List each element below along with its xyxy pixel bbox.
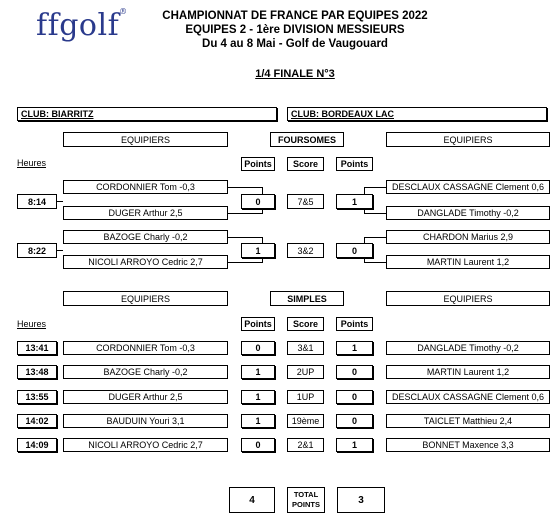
simple-right-player: BONNET Maxence 3,3 bbox=[386, 438, 550, 452]
simple-time: 14:09 bbox=[17, 438, 57, 452]
bracket-line bbox=[262, 258, 263, 263]
points-label: POINTS bbox=[292, 500, 320, 509]
foursome-left-player: NICOLI ARROYO Cedric 2,7 bbox=[63, 255, 228, 269]
score-header: Score bbox=[287, 317, 324, 331]
simple-left-player: DUGER Arthur 2,5 bbox=[63, 390, 228, 404]
bracket-line bbox=[262, 209, 263, 214]
foursome-left-points: 0 bbox=[241, 194, 275, 209]
simple-score: 19ème bbox=[287, 414, 324, 428]
simple-right-points: 1 bbox=[336, 438, 373, 452]
bracket-line bbox=[228, 187, 263, 188]
equipiers-right-header: EQUIPIERS bbox=[386, 132, 550, 147]
bracket-line bbox=[364, 187, 365, 194]
equipiers-left-header: EQUIPIERS bbox=[63, 291, 228, 306]
simple-left-points: 1 bbox=[241, 414, 275, 428]
simple-left-player: NICOLI ARROYO Cedric 2,7 bbox=[63, 438, 228, 452]
points-left-header: Points bbox=[241, 317, 275, 331]
simple-left-points: 0 bbox=[241, 341, 275, 355]
simple-time: 13:48 bbox=[17, 365, 57, 379]
simple-left-player: BAZOGE Charly -0,2 bbox=[63, 365, 228, 379]
simple-left-player: CORDONNIER Tom -0,3 bbox=[63, 341, 228, 355]
club-left: CLUB: BIARRITZ bbox=[17, 107, 277, 121]
simples-header: SIMPLES bbox=[270, 291, 344, 306]
total-left: 4 bbox=[229, 487, 275, 513]
simple-right-points: 1 bbox=[336, 341, 373, 355]
club-right: CLUB: BORDEAUX LAC bbox=[287, 107, 547, 121]
simple-right-player: TAICLET Matthieu 2,4 bbox=[386, 414, 550, 428]
total-label: TOTAL bbox=[293, 490, 319, 499]
bracket-line bbox=[364, 258, 365, 263]
foursomes-header: FOURSOMES bbox=[270, 132, 344, 147]
equipiers-right-header: EQUIPIERS bbox=[386, 291, 550, 306]
bracket-line bbox=[364, 237, 386, 238]
simple-left-player: BAUDUIN Youri 3,1 bbox=[63, 414, 228, 428]
foursome-score: 3&2 bbox=[287, 243, 324, 258]
bracket-line bbox=[228, 262, 263, 263]
score-header: Score bbox=[287, 157, 324, 171]
total-right: 3 bbox=[337, 487, 385, 513]
points-left-header: Points bbox=[241, 157, 275, 171]
simple-time: 13:41 bbox=[17, 341, 57, 355]
simple-score: 2UP bbox=[287, 365, 324, 379]
header-line2: EQUIPES 2 - 1ère DIVISION MESSIEURS bbox=[185, 24, 405, 36]
heures-label: Heures bbox=[17, 158, 47, 168]
bracket-line bbox=[228, 237, 263, 238]
simple-right-points: 0 bbox=[336, 365, 373, 379]
logo-text: ffgolf bbox=[36, 8, 120, 43]
bracket-line bbox=[364, 209, 365, 214]
points-right-header: Points bbox=[336, 157, 373, 171]
ffgolf-logo bbox=[36, 8, 128, 43]
foursome-left-player: BAZOGE Charly -0,2 bbox=[63, 230, 228, 244]
foursome-left-player: CORDONNIER Tom -0,3 bbox=[63, 180, 228, 194]
simple-score: 3&1 bbox=[287, 341, 324, 355]
foursome-score: 7&5 bbox=[287, 194, 324, 209]
foursome-right-player: MARTIN Laurent 1,2 bbox=[386, 255, 550, 269]
bracket-line bbox=[364, 213, 386, 214]
registered-mark: ® bbox=[119, 7, 128, 16]
round-subtitle: 1/4 FINALE N°3 bbox=[255, 68, 335, 80]
header-line3: Du 4 au 8 Mai - Golf de Vaugouard bbox=[202, 38, 388, 50]
simple-left-points: 1 bbox=[241, 390, 275, 404]
foursome-right-points: 0 bbox=[336, 243, 373, 258]
bracket-line bbox=[57, 250, 63, 251]
foursome-right-points: 1 bbox=[336, 194, 373, 209]
simple-time: 14:02 bbox=[17, 414, 57, 428]
bracket-line bbox=[228, 213, 263, 214]
foursome-time: 8:14 bbox=[17, 194, 57, 209]
simple-time: 13:55 bbox=[17, 390, 57, 404]
foursome-left-player: DUGER Arthur 2,5 bbox=[63, 206, 228, 220]
simple-score: 2&1 bbox=[287, 438, 324, 452]
simple-left-points: 0 bbox=[241, 438, 275, 452]
bracket-line bbox=[57, 201, 63, 202]
points-right-header: Points bbox=[336, 317, 373, 331]
simple-score: 1UP bbox=[287, 390, 324, 404]
simple-right-player: DANGLADE Timothy -0,2 bbox=[386, 341, 550, 355]
simple-right-points: 0 bbox=[336, 390, 373, 404]
bracket-line bbox=[364, 237, 365, 243]
foursome-right-player: DESCLAUX CASSAGNE Clement 0,6 bbox=[386, 180, 550, 194]
simple-right-player: DESCLAUX CASSAGNE Clement 0,6 bbox=[386, 390, 550, 404]
bracket-line bbox=[262, 187, 263, 194]
equipiers-left-header: EQUIPIERS bbox=[63, 132, 228, 147]
bracket-line bbox=[262, 237, 263, 243]
header-line1: CHAMPIONNAT DE FRANCE PAR EQUIPES 2022 bbox=[162, 10, 428, 22]
total-points-label bbox=[287, 487, 325, 513]
foursome-right-player: CHARDON Marius 2,9 bbox=[386, 230, 550, 244]
bracket-line bbox=[364, 262, 386, 263]
foursome-left-points: 1 bbox=[241, 243, 275, 258]
simple-right-points: 0 bbox=[336, 414, 373, 428]
foursome-time: 8:22 bbox=[17, 243, 57, 258]
bracket-line bbox=[364, 187, 386, 188]
simple-left-points: 1 bbox=[241, 365, 275, 379]
foursome-right-player: DANGLADE Timothy -0,2 bbox=[386, 206, 550, 220]
simple-right-player: MARTIN Laurent 1,2 bbox=[386, 365, 550, 379]
heures-label: Heures bbox=[17, 319, 47, 329]
